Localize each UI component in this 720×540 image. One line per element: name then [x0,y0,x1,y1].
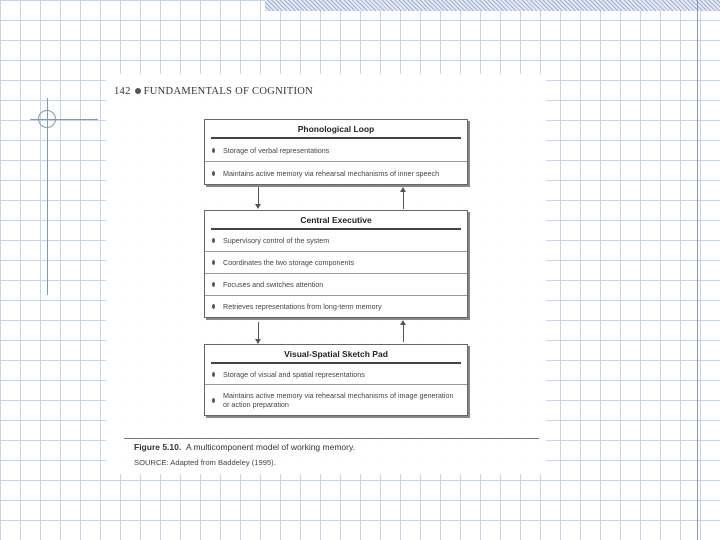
arrow-down-icon [258,322,259,340]
arrow-up-icon [403,191,404,209]
bullet-icon [212,398,215,403]
box-item [205,296,467,317]
arrow-up-icon [403,324,404,342]
box-item [205,252,467,274]
bullet-icon [212,171,215,176]
box-item-text: Storage of verbal representations [223,145,330,155]
chapter-title: FUNDAMENTALS OF COGNITION [143,86,314,97]
box-item-text: Retrieves representations from long-term memory [223,302,382,311]
box-title: Central Executive [211,211,461,230]
box-item [205,385,467,415]
box-item-text: Supervisory control of the system [223,236,330,245]
box-item-text: Maintains active memory via rehearsal mechanisms of image generation or action preparation [223,391,454,409]
bullet-icon [212,238,215,243]
bullet-icon [212,260,215,265]
visual-spatial-sketch-pad-box [204,344,468,416]
crosshair-circle-icon [38,110,56,128]
box-item [205,139,467,162]
bullet-icon [212,304,215,309]
figure-source: SOURCE: Adapted from Baddeley (1995). [134,458,276,467]
figure-caption [134,442,355,452]
figure-label: Figure 5.10. [134,442,182,452]
box-item-text: Maintains active memory via rehearsal mechanisms of inner speech [223,168,440,178]
box-item-text: Storage of visual and spatial representations [223,369,365,379]
box-item [205,162,467,184]
phonological-loop-box [204,119,468,185]
box-title: Phonological Loop [211,120,461,139]
figure-caption-text: A multicomponent model of working memory. [185,442,355,452]
page-header [114,86,313,97]
caption-divider [124,438,539,439]
central-executive-box [204,210,468,318]
box-item [205,274,467,296]
box-title: Visual-Spatial Sketch Pad [211,345,461,364]
page-number: 142 [114,86,131,97]
bullet-icon [212,148,215,153]
box-item [205,230,467,252]
bullet-icon [212,372,215,377]
arrow-down-icon [258,187,259,205]
right-border-rule [697,0,698,540]
box-item-text: Focuses and switches attention [223,280,324,289]
scanned-page [106,74,546,474]
bullet-icon [212,282,215,287]
bullet-dot-icon [135,88,141,94]
top-pattern-band [265,0,720,11]
box-item-text: Coordinates the two storage components [223,258,355,267]
box-item [205,364,467,385]
